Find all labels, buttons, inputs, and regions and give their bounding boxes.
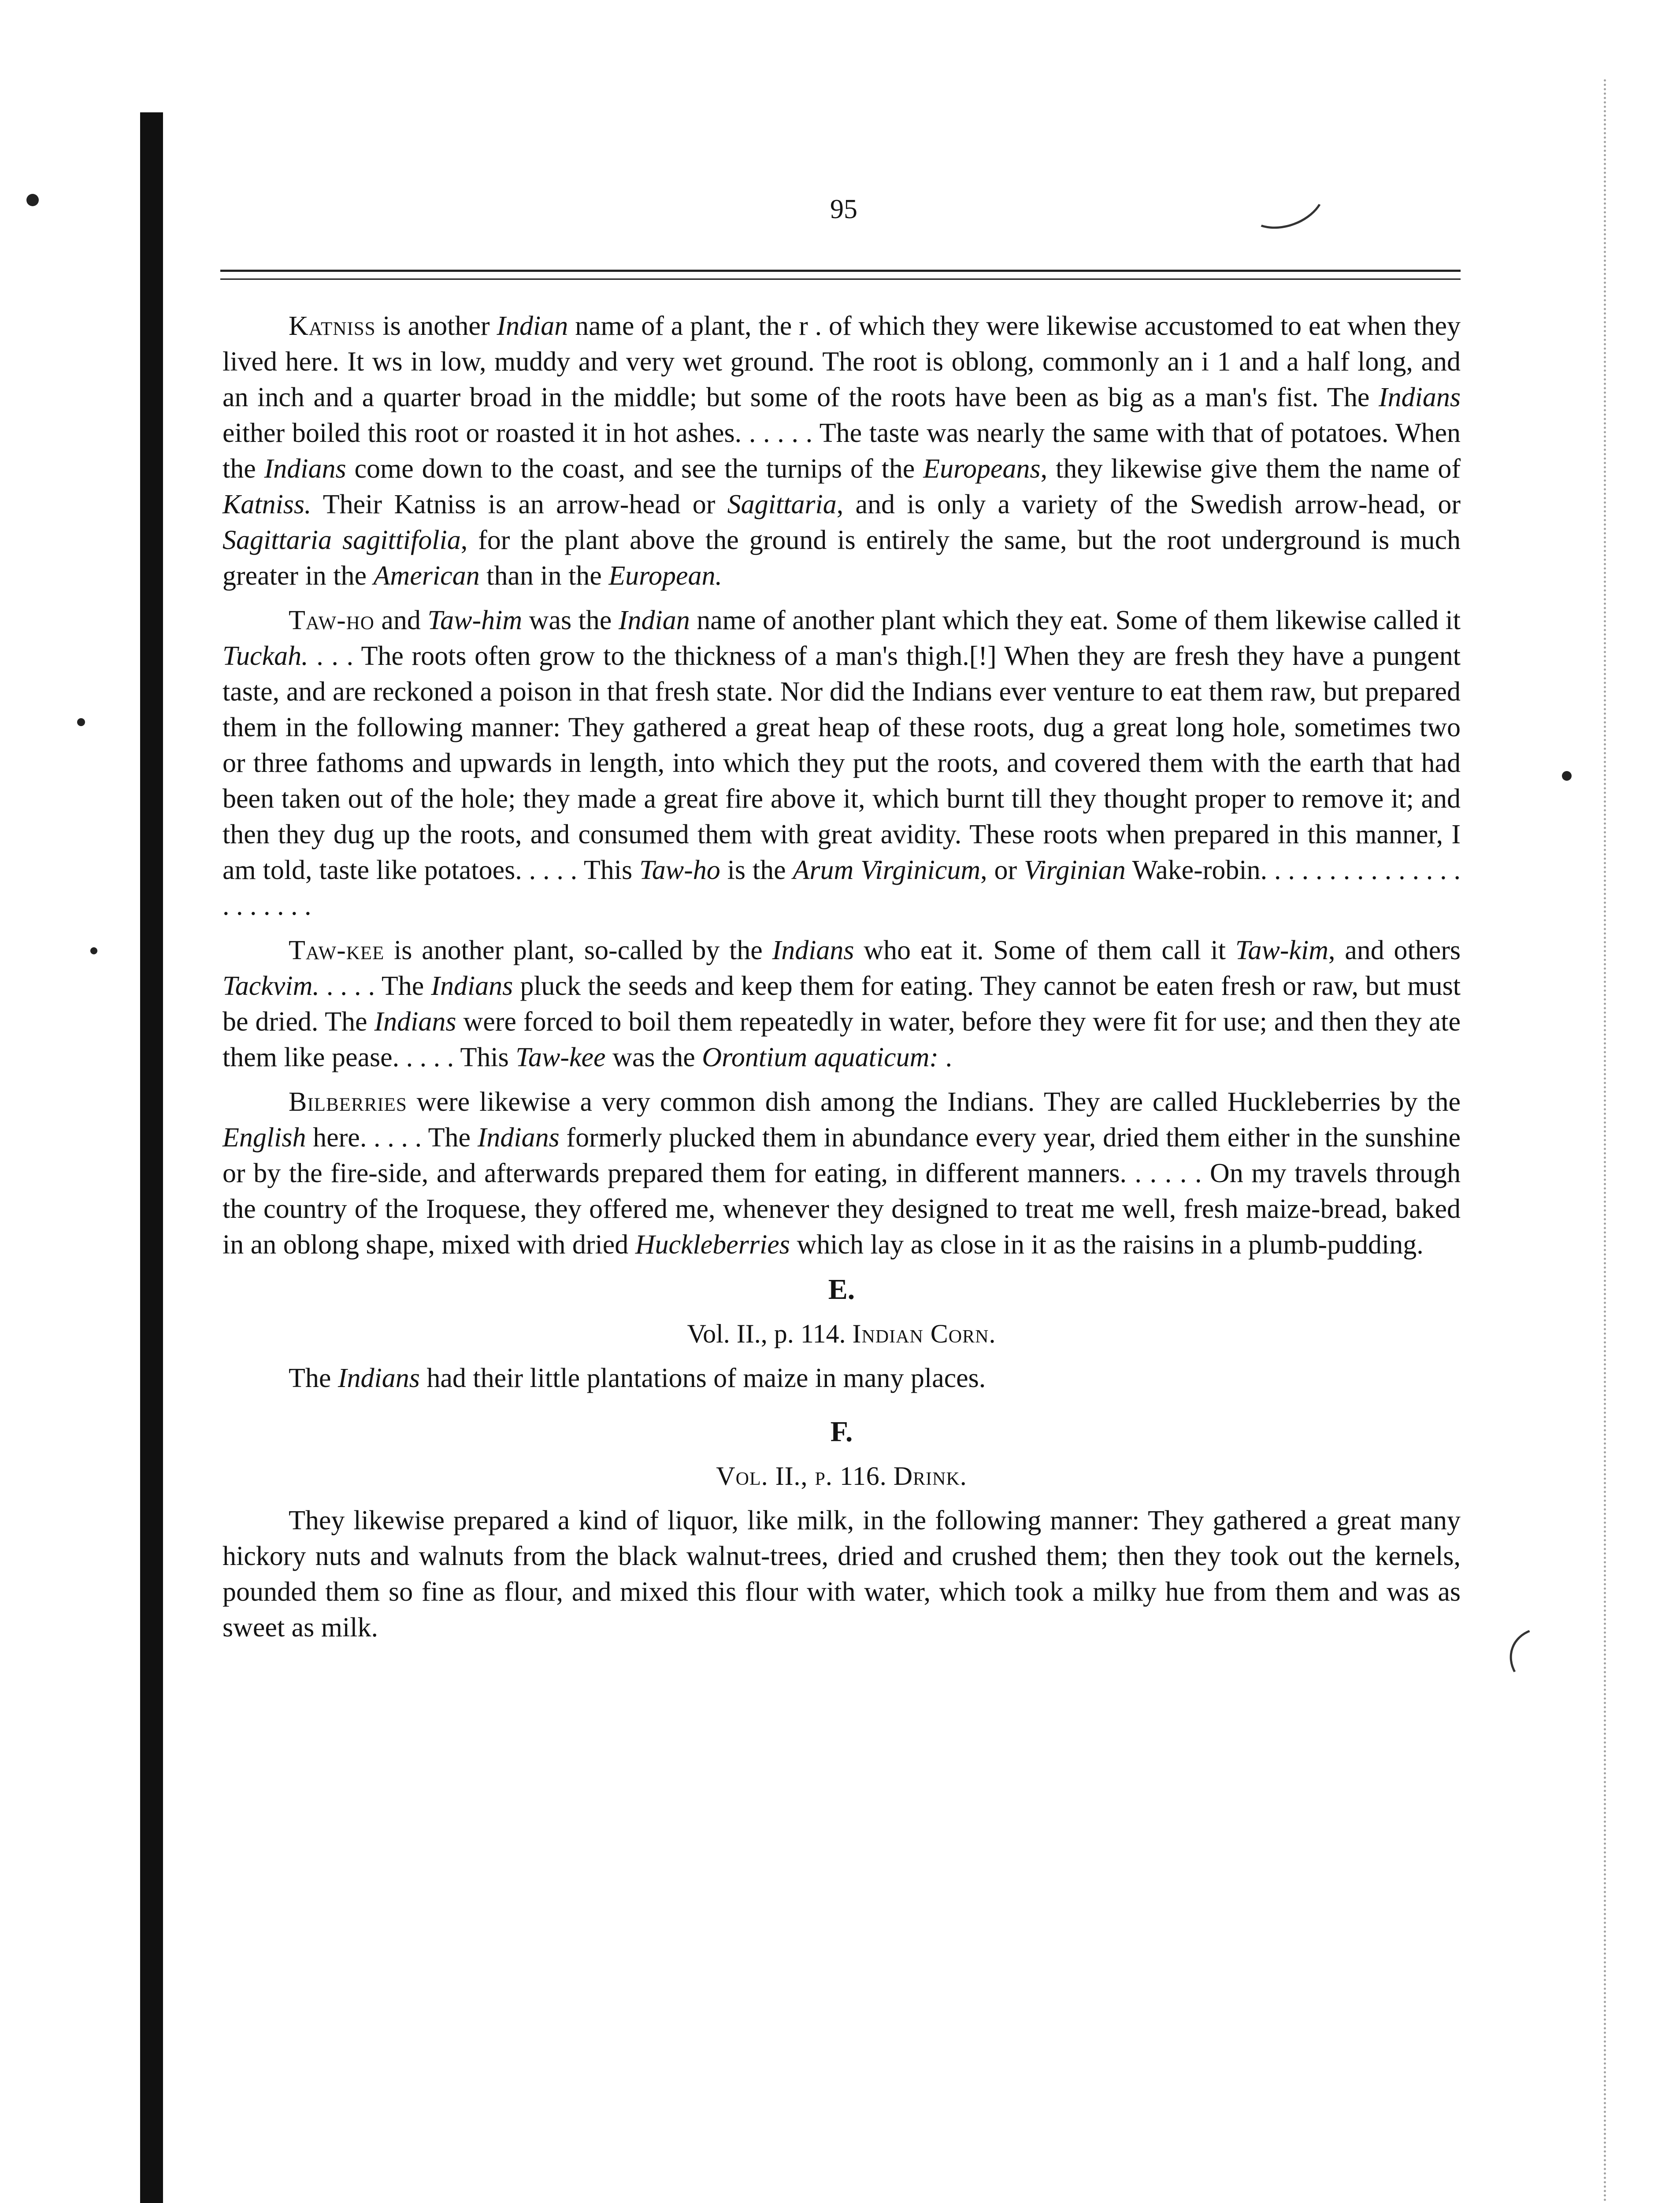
paragraph-katniss bbox=[223, 308, 1461, 594]
paragraph-indian-corn bbox=[223, 1361, 1461, 1396]
text-run: were forced to boil them repeatedly in water, before they were fit for use; and then they ate them like pease. . . . . This bbox=[223, 1007, 1461, 1072]
italic-run: Europeans bbox=[923, 454, 1041, 484]
italic-run: Indians bbox=[772, 935, 854, 965]
text-run: The bbox=[289, 1363, 338, 1393]
text-run: and bbox=[374, 605, 428, 635]
paragraph-drink: They likewise prepared a kind of liquor, like milk, in the following manner: They gathered a great many hickory nuts and walnuts from the black walnut-trees, dried and crushed them; then they took out the kernels, pounded them so fine as flour, and mixed this flour with water, which took a milky hue from them and was as sweet as milk. bbox=[223, 1506, 1461, 1643]
italic-run: Taw-kee bbox=[515, 1042, 606, 1072]
stray-mark bbox=[1500, 1617, 1597, 1706]
italic-run: Indians bbox=[264, 454, 346, 484]
text-run: was the bbox=[522, 605, 619, 635]
text-run: was the bbox=[605, 1042, 702, 1072]
text-run: had their little plantations of maize in many places. bbox=[419, 1363, 986, 1393]
italic-run: Sagittaria bbox=[727, 490, 837, 519]
italic-run: Indian bbox=[618, 605, 690, 635]
text-run: . . . . The bbox=[319, 971, 431, 1001]
section-reference-f bbox=[223, 1458, 1461, 1494]
reference-volume: Vol. II., p. 116. bbox=[716, 1461, 887, 1491]
italic-run: Indians bbox=[374, 1007, 456, 1037]
text-run: formerly plucked them in abundance every year, dried them either in the sunshine or by the fire-side, and afterwards prepared them for eating, in different manners. . . . . . On my travels through the country of the Iroquese, they offered me, whenever they designed to treat me well, fresh maize-bread, baked in an oblong shape, mixed with dried bbox=[223, 1123, 1461, 1260]
text-run: than in the bbox=[479, 561, 609, 591]
entry-term: Taw-ho bbox=[289, 605, 375, 635]
italic-run: Indians bbox=[1379, 382, 1461, 412]
reference-title: Drink. bbox=[893, 1461, 967, 1491]
text-run: is another bbox=[375, 311, 497, 341]
entry-term: Taw-kee bbox=[289, 935, 385, 965]
reference-title: Indian Corn. bbox=[852, 1319, 996, 1348]
text-run: name of a plant, the r . of which they were likewise accustomed to eat when they lived here. It ws in low, muddy and very wet ground. The root is oblong, commonly an i 1 and a half long, and an inch and a quarter broad in the middle; but some of the roots have been as big as a man's fist. The bbox=[223, 311, 1461, 412]
italic-run: European. bbox=[608, 561, 723, 591]
italic-run: Indians bbox=[337, 1363, 420, 1393]
italic-run: Indians bbox=[477, 1123, 560, 1153]
page-body bbox=[223, 308, 1461, 1654]
text-run: name of another plant which they eat. Some of them likewise called it bbox=[690, 605, 1461, 635]
text-run: is the bbox=[720, 855, 793, 885]
text-run: either boiled this root or roasted it in hot ashes. . . . . . The taste was nearly the same with that of potatoes. When the bbox=[223, 418, 1461, 484]
paragraph-tawkee bbox=[223, 933, 1461, 1076]
text-run: . bbox=[938, 1042, 952, 1072]
text-run: Wake-robin. . . . . . . . . . . . . . . . . . . . . . bbox=[223, 855, 1461, 921]
section-heading-f: F. bbox=[830, 1416, 853, 1448]
scan-speck bbox=[1562, 771, 1572, 781]
section-reference-e bbox=[223, 1316, 1461, 1352]
text-run: here. . . . . The bbox=[306, 1123, 478, 1153]
italic-run: Tackvim. bbox=[223, 971, 319, 1001]
stray-mark bbox=[1235, 157, 1333, 239]
reference-volume: Vol. II., p. 114. bbox=[687, 1319, 846, 1348]
italic-run: Taw-ho bbox=[639, 855, 720, 885]
text-run: , and is only a variety of the Swedish arrow-head, or bbox=[836, 490, 1461, 519]
text-run: is another plant, so-called by the bbox=[384, 935, 772, 965]
italic-run: Taw-him bbox=[427, 605, 523, 635]
entry-term: Bilberries bbox=[289, 1087, 407, 1117]
section-heading-e: E. bbox=[828, 1273, 855, 1305]
text-run: , they likewise give them the name of bbox=[1040, 454, 1461, 484]
italic-run: Virginian bbox=[1024, 855, 1126, 885]
header-rule bbox=[220, 278, 1461, 280]
italic-run: Taw-kim bbox=[1235, 935, 1329, 965]
text-run: Their Katniss is an arrow-head or bbox=[311, 490, 727, 519]
text-run: , and others bbox=[1328, 935, 1461, 965]
scan-speck bbox=[90, 947, 97, 954]
page-edge-marks bbox=[1604, 79, 1612, 2203]
page-number: 95 bbox=[830, 194, 857, 224]
text-run: which lay as close in it as the raisins in a plumb-pudding. bbox=[790, 1230, 1424, 1260]
header-rule bbox=[220, 270, 1461, 272]
text-run: come down to the coast, and see the turnips of the bbox=[346, 454, 923, 484]
text-run: . . . The roots often grow to the thickness of a man's thigh.[!] When they are fresh they have a pungent taste, and are reckoned a poison in that fresh state. Nor did the Indians ever venture to eat them raw, but prepared them in the following manner: They gathered a great heap of these roots, dug a great long hole, sometimes two or three fathoms and upwards in length, into which they put the roots, and covered them with the earth that had been taken out of the hole; they made a great fire above it, which burnt till they thought proper to remove it; and then they dug up the roots, and consumed them with great avidity. These roots when prepared in this manner, I am told, taste like potatoes. . . . . This bbox=[223, 641, 1461, 885]
italic-run: Huckleberries bbox=[635, 1230, 790, 1260]
text-run: , or bbox=[980, 855, 1024, 885]
entry-term: Katniss bbox=[289, 311, 376, 341]
italic-run: Indians bbox=[431, 971, 513, 1001]
italic-run: Tuckah. bbox=[223, 641, 308, 671]
paragraph-bilberries bbox=[223, 1084, 1461, 1263]
text-run: , for the plant above the ground is entirely the same, but the root underground is much greater in the bbox=[223, 525, 1461, 591]
text-run: were likewise a very common dish among the Indians. They are called Huckleberries by the bbox=[407, 1087, 1461, 1117]
italic-run: Orontium aquaticum: bbox=[702, 1042, 938, 1072]
italic-run: Katniss. bbox=[223, 490, 312, 519]
scan-speck bbox=[26, 194, 39, 206]
italic-run: Sagittaria sagittifolia bbox=[223, 525, 461, 555]
italic-run: English bbox=[223, 1123, 306, 1153]
text-run: who eat it. Some of them call it bbox=[854, 935, 1235, 965]
paragraph-tawho bbox=[223, 603, 1461, 924]
italic-run: Arum Virginicum bbox=[793, 855, 981, 885]
italic-run: Indian bbox=[497, 311, 568, 341]
binding-shadow bbox=[140, 112, 163, 2203]
scan-speck bbox=[77, 718, 85, 726]
text-run: pluck the seeds and keep them for eating. They cannot be eaten fresh or raw, but must be dried. The bbox=[223, 971, 1461, 1037]
italic-run: American bbox=[373, 561, 480, 591]
